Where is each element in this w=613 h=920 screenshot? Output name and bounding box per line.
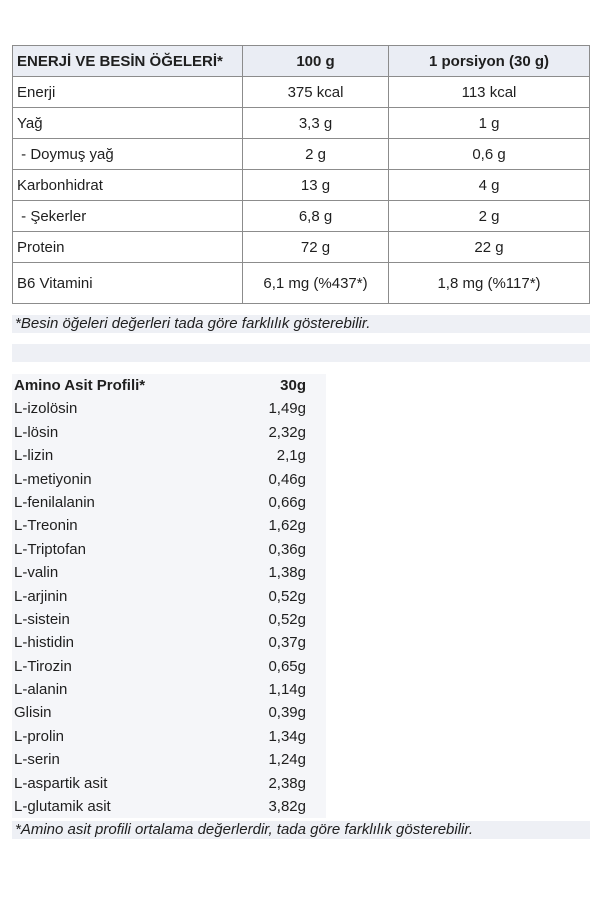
amino-acid-name: L-alanin <box>14 681 68 699</box>
nutrition-table <box>12 45 590 304</box>
amino-acid-amount: 2,32g <box>268 423 306 441</box>
amino-acid-name: L-sistein <box>14 610 70 628</box>
amino-acid-amount: 0,36g <box>268 540 306 558</box>
amino-acid-amount: 0,37g <box>268 634 306 652</box>
amino-row <box>12 561 326 584</box>
amino-acid-amount: 1,24g <box>268 751 306 769</box>
amino-row <box>12 421 326 444</box>
amino-acid-name: L-arjinin <box>14 587 68 605</box>
nutrient-name: Protein <box>13 232 243 263</box>
nutrition-footnote: *Besin öğeleri değerleri tada göre farklılık gösterebilir. <box>12 315 590 333</box>
nutrient-per-serving: 22 g <box>389 232 590 263</box>
amino-acid-amount: 0,46g <box>268 470 306 488</box>
nutrition-row <box>13 232 590 263</box>
nutrient-per-serving: 4 g <box>389 170 590 201</box>
amino-acid-amount: 2,1g <box>276 447 306 465</box>
nutrient-per-100g: 2 g <box>243 139 389 170</box>
nutrient-per-100g: 72 g <box>243 232 389 263</box>
amino-acid-name: L-fenilalanin <box>14 493 95 511</box>
nutrient-per-100g: 3,3 g <box>243 108 389 139</box>
amino-row <box>12 585 326 608</box>
nutrition-header-cell: 100 g <box>243 46 389 77</box>
nutrient-per-100g: 6,8 g <box>243 201 389 232</box>
amino-acid-amount: 0,52g <box>268 610 306 628</box>
amino-acid-name: L-histidin <box>14 634 75 652</box>
nutrient-name: Karbonhidrat <box>13 170 243 201</box>
nutrient-per-serving: 0,6 g <box>389 139 590 170</box>
amino-header-amount: 30g <box>280 377 306 394</box>
nutrient-per-100g: 375 kcal <box>243 77 389 108</box>
amino-acid-table <box>12 374 326 818</box>
nutrient-per-serving: 2 g <box>389 201 590 232</box>
amino-header-label: Amino Asit Profili* <box>14 377 146 394</box>
amino-row <box>12 397 326 420</box>
nutrient-per-serving: 1 g <box>389 108 590 139</box>
amino-acid-amount: 1,49g <box>268 400 306 418</box>
nutrient-name: Yağ <box>13 108 243 139</box>
amino-acid-name: Glisin <box>14 704 52 722</box>
amino-row <box>12 468 326 491</box>
amino-acid-name: L-lizin <box>14 447 54 465</box>
amino-acid-amount: 0,65g <box>268 657 306 675</box>
amino-acid-amount: 3,82g <box>268 798 306 816</box>
amino-acid-amount: 1,34g <box>268 727 306 745</box>
amino-row <box>12 795 326 818</box>
nutrition-header-row <box>13 46 590 77</box>
nutrition-row <box>13 139 590 170</box>
nutrient-per-100g: 13 g <box>243 170 389 201</box>
nutrient-name: - Şekerler <box>13 201 243 232</box>
amino-acid-amount: 1,38g <box>268 564 306 582</box>
amino-acid-amount: 0,66g <box>268 493 306 511</box>
amino-row <box>12 772 326 795</box>
nutrition-row <box>13 170 590 201</box>
nutrient-per-100g: 6,1 mg (%437*) <box>243 263 389 304</box>
nutrient-per-serving: 113 kcal <box>389 77 590 108</box>
amino-row <box>12 514 326 537</box>
nutrition-row <box>13 108 590 139</box>
amino-row <box>12 725 326 748</box>
amino-row <box>12 631 326 654</box>
nutrition-row <box>13 77 590 108</box>
amino-acid-amount: 0,52g <box>268 587 306 605</box>
nutrition-header-cell: 1 porsiyon (30 g) <box>389 46 590 77</box>
amino-row <box>12 748 326 771</box>
amino-acid-name: L-izolösin <box>14 400 78 418</box>
amino-acid-name: L-metiyonin <box>14 470 92 488</box>
amino-acid-name: L-prolin <box>14 727 65 745</box>
amino-acid-name: L-Tirozin <box>14 657 72 675</box>
nutrient-name: B6 Vitamini <box>13 263 243 304</box>
amino-acid-amount: 1,62g <box>268 517 306 535</box>
amino-row <box>12 678 326 701</box>
amino-acid-name: L-aspartik asit <box>14 774 108 792</box>
nutrition-row <box>13 263 590 304</box>
amino-acid-amount: 2,38g <box>268 774 306 792</box>
amino-acid-amount: 1,14g <box>268 681 306 699</box>
amino-acid-name: L-valin <box>14 564 59 582</box>
section-divider <box>12 344 590 362</box>
nutrient-per-serving: 1,8 mg (%117*) <box>389 263 590 304</box>
amino-footnote: *Amino asit profili ortalama değerlerdir, tada göre farklılık gösterebilir. <box>12 821 590 839</box>
nutrition-header-cell: ENERJİ VE BESİN ÖĞELERİ* <box>13 46 243 77</box>
nutrition-row <box>13 201 590 232</box>
amino-row <box>12 701 326 724</box>
amino-row <box>12 608 326 631</box>
amino-acid-name: L-serin <box>14 751 60 769</box>
amino-acid-name: L-Treonin <box>14 517 78 535</box>
amino-header-row <box>12 374 326 397</box>
nutrient-name: Enerji <box>13 77 243 108</box>
amino-acid-name: L-Triptofan <box>14 540 86 558</box>
amino-acid-name: L-glutamik asit <box>14 798 111 816</box>
amino-row <box>12 538 326 561</box>
amino-row <box>12 444 326 467</box>
amino-row <box>12 491 326 514</box>
amino-row <box>12 655 326 678</box>
nutrient-name: - Doymuş yağ <box>13 139 243 170</box>
amino-acid-amount: 0,39g <box>268 704 306 722</box>
amino-acid-name: L-lösin <box>14 423 59 441</box>
